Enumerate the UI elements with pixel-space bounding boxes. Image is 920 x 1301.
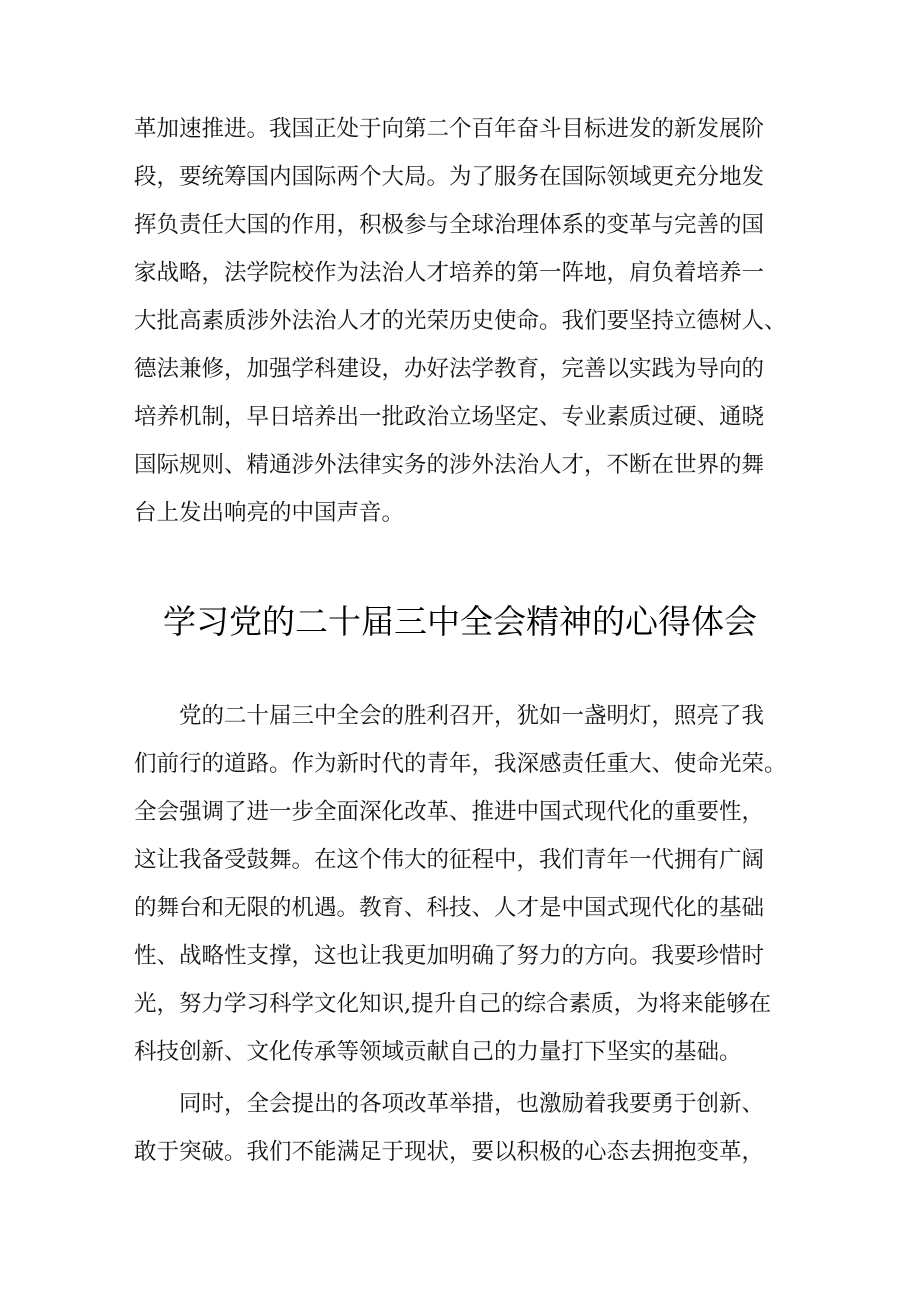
paragraph-line: 段，要统筹国内国际两个大局。为了服务在国际领域更充分地发 xyxy=(134,164,765,190)
paragraph-line: 们前行的道路。作为新时代的青年，我深感责任重大、使命光荣。 xyxy=(134,751,787,777)
paragraph-line: 的舞台和无限的机遇。教育、科技、人才是中国式现代化的基础 xyxy=(134,895,765,921)
paragraph-line: 台上发出响亮的中国声音。 xyxy=(134,500,405,526)
paragraph-line: 德法兼修，加强学科建设，办好法学教育，完善以实践为导向的 xyxy=(134,356,765,382)
paragraph-line: 光，努力学习科学文化知识,提升自己的综合素质，为将来能够在 xyxy=(134,991,772,1017)
paragraph-line: 挥负责任大国的作用，积极参与全球治理体系的变革与完善的国 xyxy=(134,212,765,238)
paragraph-1 xyxy=(134,692,794,1076)
paragraph-line: 革加速推进。我国正处于向第二个百年奋斗目标进发的新发展阶 xyxy=(134,116,765,142)
paragraph-line: 全会强调了进一步全面深化改革、推进中国式现代化的重要性， xyxy=(134,799,765,825)
continued-paragraph xyxy=(134,105,794,537)
paragraph-line: 同时，全会提出的各项改革举措，也激励着我要勇于创新、 xyxy=(179,1091,765,1117)
section-title: 学习党的二十届三中全会精神的心得体会 xyxy=(163,602,757,641)
paragraph-line: 性、战略性支撑，这也让我更加明确了努力的方向。我要珍惜时 xyxy=(134,943,765,969)
paragraph-line: 敢于突破。我们不能满足于现状，要以积极的心态去拥抱变革， xyxy=(134,1139,765,1165)
paragraph-line: 培养机制，早日培养出一批政治立场坚定、专业素质过硬、通晓 xyxy=(134,404,765,430)
paragraph-line: 国际规则、精通涉外法律实务的涉外法治人才，不断在世界的舞 xyxy=(134,452,765,478)
paragraph-line: 党的二十届三中全会的胜利召开，犹如一盏明灯，照亮了我 xyxy=(179,703,765,729)
paragraph-line: 科技创新、文化传承等领域贡献自己的力量打下坚实的基础。 xyxy=(134,1039,742,1065)
paragraph-line: 大批高素质涉外法治人才的光荣历史使命。我们要坚持立德树人、 xyxy=(134,308,787,334)
paragraph-line: 这让我备受鼓舞。在这个伟大的征程中，我们青年一代拥有广阔 xyxy=(134,847,765,873)
paragraph-2 xyxy=(134,1080,794,1176)
paragraph-line: 家战略，法学院校作为法治人才培养的第一阵地，肩负着培养一 xyxy=(134,260,765,286)
